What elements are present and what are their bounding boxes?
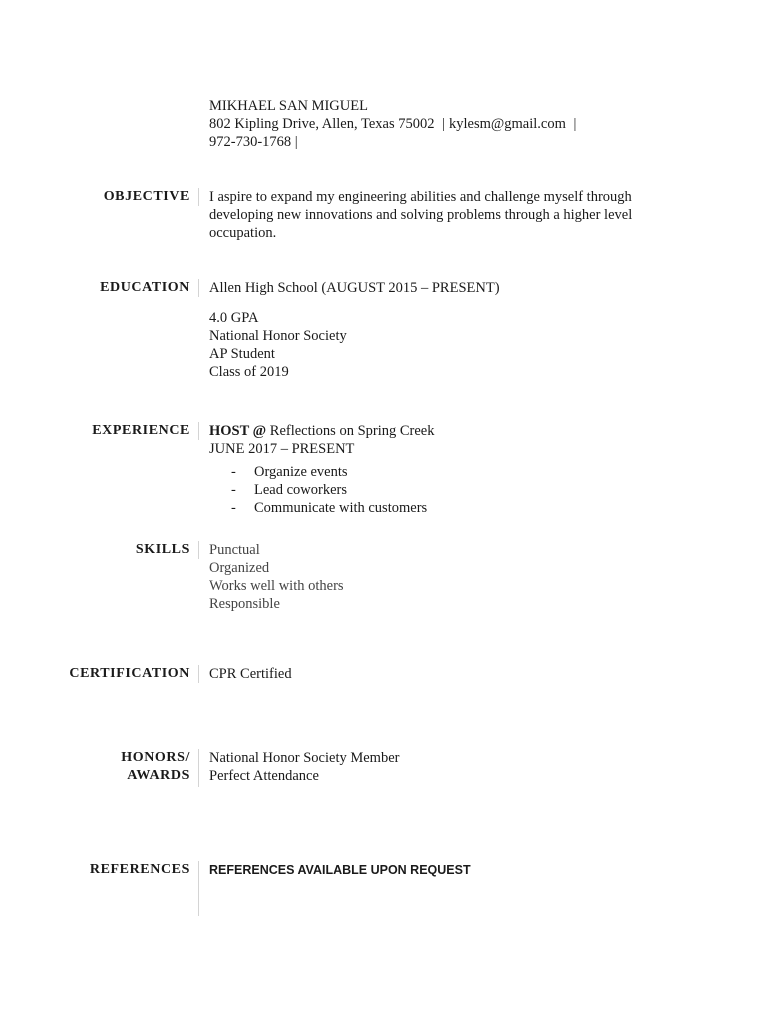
section-divider (198, 279, 199, 297)
section-divider (198, 422, 199, 440)
resume-header (209, 97, 580, 151)
skill-item: Punctual (209, 542, 260, 558)
objective-text: I aspire to expand my engineering abilities and challenge myself through developing new innovations and solving problems through a higher level occupation. (209, 189, 633, 241)
school-name: Allen High School (AUGUST 2015 – PRESENT) (209, 280, 500, 296)
education-item: 4.0 GPA (209, 310, 259, 326)
candidate-name: MIKHAEL SAN MIGUEL (209, 98, 368, 114)
duties-list (209, 463, 669, 517)
email-link[interactable]: kylesm@gmail.com (449, 116, 566, 132)
spacer (209, 297, 669, 309)
duty-item: - Lead coworkers (209, 481, 669, 499)
skill-item: Works well with others (209, 578, 344, 594)
section-label-references: REFERENCES (89, 862, 190, 877)
education-content (209, 279, 669, 381)
label-line: HONORS/ (121, 750, 190, 765)
label-line: AWARDS (127, 768, 190, 783)
skill-item: Responsible (209, 596, 280, 612)
section-label-honors (121, 749, 190, 785)
experience-content (209, 422, 669, 517)
education-item: National Honor Society (209, 328, 347, 344)
education-item: Class of 2019 (209, 364, 289, 380)
section-label-skills: SKILLS (135, 542, 190, 557)
duty-item: - Organize events (209, 463, 669, 481)
skill-item: Organized (209, 560, 270, 576)
section-divider (198, 188, 199, 206)
references-text: REFERENCES AVAILABLE UPON REQUEST (209, 863, 471, 877)
certification-text: CPR Certified (209, 666, 292, 682)
employer: Reflections on Spring Creek (269, 423, 435, 439)
address: 802 Kipling Drive, Allen, Texas 75002 (209, 116, 435, 132)
section-divider (198, 665, 199, 683)
section-divider (198, 861, 199, 916)
honors-content (209, 749, 669, 785)
honor-item: National Honor Society Member (209, 750, 400, 766)
education-item: AP Student (209, 346, 275, 362)
skills-content (209, 541, 669, 613)
phone-number: 972-730-1768 (209, 134, 292, 150)
separator: | (294, 134, 298, 150)
duty-item: - Communicate with customers (209, 499, 669, 517)
separator: | (573, 116, 577, 132)
section-label-certification: CERTIFICATION (69, 666, 190, 681)
honor-item: Perfect Attendance (209, 768, 319, 784)
job-title-line (209, 422, 669, 440)
contact-line (209, 115, 580, 133)
job-dates: JUNE 2017 – PRESENT (209, 441, 355, 457)
section-label-objective: OBJECTIVE (103, 189, 190, 204)
section-divider (198, 749, 199, 787)
separator: | (442, 116, 445, 132)
phone-line (209, 133, 580, 151)
section-label-education: EDUCATION (100, 280, 190, 295)
section-label-experience: EXPERIENCE (92, 423, 190, 438)
section-divider (198, 541, 199, 559)
job-role: HOST @ (209, 423, 267, 439)
